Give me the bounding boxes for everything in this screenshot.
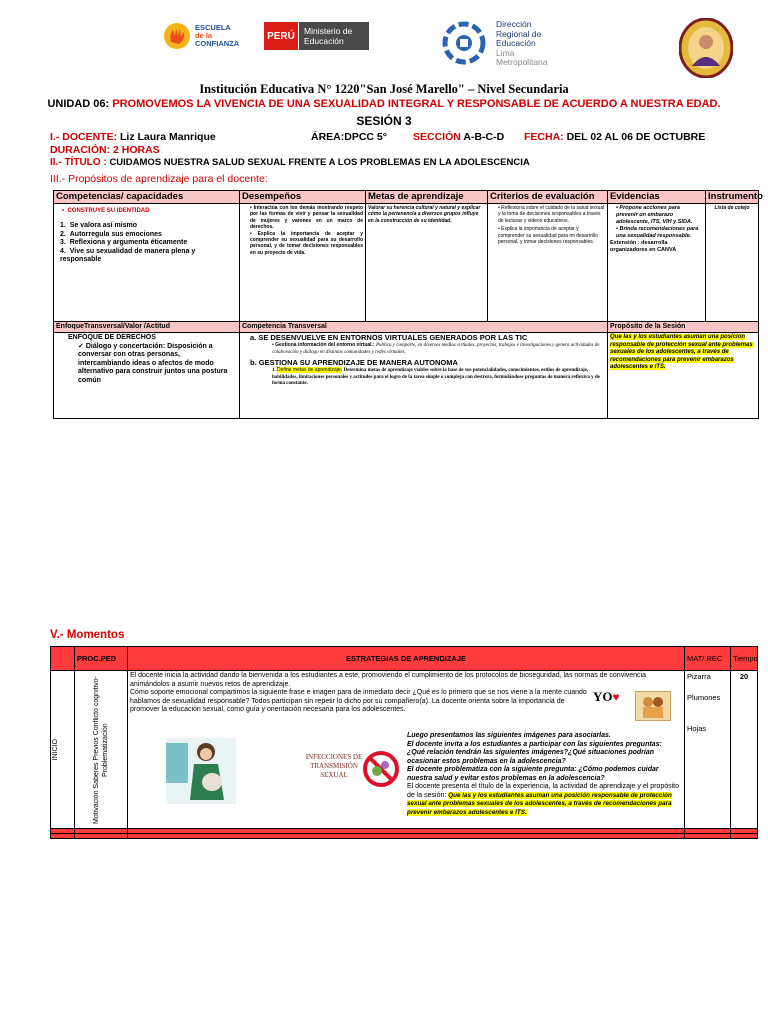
ministerio-label: Ministerio de Educación: [299, 22, 369, 50]
header-competencias: Competencias/ capacidades: [54, 191, 240, 204]
metas-cell: [366, 204, 488, 322]
peru-label: PERÚ: [264, 22, 298, 50]
competencias-cell: [54, 204, 240, 322]
competencia-transversal-cell: [240, 333, 608, 419]
pregnant-teen-illustration-icon: [166, 738, 236, 804]
titulo-value: CUIDAMOS NUESTRA SALUD SEXUAL FRENTE A LOS PROBLEMAS EN LA ADOLESCENCIA: [109, 157, 530, 168]
dre-logo: [438, 20, 568, 68]
criterio-item: • Explica la importancia de aceptar y comprender su sexualidad para mi desarrollo personal, y tomar decisiones responsables.: [498, 226, 599, 246]
enfoque-text: Diálogo y concertación: Disposición a conversar con otras personas, intercambiando ideas o afectos de modo alternativo para construir juntos una postura común: [78, 342, 228, 384]
header-enfoque: EnfoqueTransversal/Valor /Actitud: [54, 322, 240, 333]
criterio-item: • Reflexiona sobre el cuidado de la salud sexual y la toma de decisiones responsables a través de lecturas y videos educativos.: [498, 205, 605, 224]
heart-icon: ♥: [612, 690, 620, 704]
area-label: ÁREA:: [311, 131, 345, 143]
strategy-paragraph-4: El docente invita a los estudiantes a participar con las siguientes preguntas:¿Qué relación tendrán las siguientes imágenes?¿Qué situaciones podrían ocasionar estos problemas en la adolescencia?: [407, 740, 662, 765]
institution-title: Institución Educativa N° 1220"San José Marello" – Nivel Secundaria: [199, 82, 569, 96]
evidencia-item: • Brinda recomendaciones para una sexualidad responsable.: [616, 226, 699, 239]
capacidad-item: [60, 239, 237, 248]
transversal-content-row: [54, 333, 759, 419]
dre-emblem-icon: [438, 20, 490, 66]
desempeno-text: Interactúa con los demás mostrando respeto por las formas de vivir y pensar la sexualidad de mujeres y varones en un marco de derechos.: [250, 205, 363, 231]
desempeno-text: Explica la importancia de aceptar y comprender su sexualidad para su desarrollo personal, y de tomar decisiones responsables en su proyecto de vida.: [250, 230, 364, 256]
docente-label: I.- DOCENTE:: [50, 131, 118, 143]
comp-b-item: [242, 367, 605, 388]
comp-a-text: Publica y comparte, en diversos medios virtuales, proyectos, trabajos e investigaciones y genera actividades de colaboración y diálogo en distintas comunidades y redes virtuales.: [272, 343, 600, 355]
header-metas: Metas de aprendizaje: [366, 191, 488, 204]
proposito-text: Que las y los estudiantes asuman una posición responsable de protección sexual ante problemas sexuales de los adolescentes, a través de recomendaciones para prevenir embarazos adolescentes e ITS.: [610, 334, 753, 370]
strip-cell: [731, 834, 758, 839]
momentos-table: [50, 646, 758, 839]
criterio-text: Reflexiona sobre el cuidado de la salud sexual y la toma de decisiones responsables a través de lecturas y videos educativos.: [498, 205, 605, 224]
header-tiempo: Tiempo: [731, 647, 758, 671]
comp-a-item: • Gestiona información del entorno virtual.: Publica y comparte, en diversos medios virtuales, proyectos, trabajos e investigaciones y genera actividades de colaboración y diálogo en distintas comunidades y redes virtuales.: [272, 342, 600, 355]
ministerio-logo: [264, 22, 369, 50]
momentos-header-row: [51, 647, 758, 671]
transversal-header-row: [54, 322, 759, 333]
capacidad-item: [60, 231, 237, 240]
session-title: SESIÓN 3: [356, 114, 412, 128]
unit-name: PROMOVEMOS LA VIVENCIA DE UNA SEXUALIDAD INTEGRAL Y RESPONSABLE DE ACUERDO A NUESTRA EDAD.: [112, 98, 721, 110]
criterios-cell: [488, 204, 608, 322]
seccion-value: A-B-C-D: [463, 131, 505, 143]
competencia-title-text: CONSTRUYE SU IDENTIDAD: [67, 208, 150, 214]
seal-portrait-icon: [679, 18, 733, 78]
evidencia-text: Brinda recomendaciones para una sexualidad responsable.: [616, 226, 699, 239]
docente-value: Liz Laura Manrique: [120, 131, 216, 143]
inicio-row: [51, 671, 758, 829]
escuela-line3: CONFIANZA: [195, 39, 240, 48]
yo-image-text: YO: [593, 689, 613, 704]
extension-text: Extensión : desarrolla organizadores en CANVA: [610, 240, 677, 253]
strip-cell: [51, 834, 75, 839]
purposes-content-row: [54, 204, 759, 322]
instrumento-text: Lista de cotejo: [714, 205, 750, 211]
seccion-label: SECCIÓN: [413, 131, 461, 143]
proc-label: Motivación Saberes Previos Conflicto cognitivo-Problematización: [93, 675, 109, 824]
capacidad-text: Se valora así mismo: [69, 222, 138, 230]
evidencias-cell: [608, 204, 706, 322]
header-proc: PROC.PED: [75, 647, 128, 671]
header-competencia-transversal: Competencia Transversal: [240, 322, 608, 333]
escuela-confianza-logo: [163, 22, 260, 50]
strategy-paragraph-2: Cómo soporte emocional compartimos la siguiente frase e imagen para de inmediato decir ¿Qué es lo primero que se nos viene a la mente cuando hablamos de sexualidad responsable? Todos participan sin repetir lo dicho por su compañero(a). La docente orienta sobre la importancia de promover la educación sexual, como guía y orientación necesaria para los adolescentes.: [130, 689, 587, 713]
couple-illustration-icon: [636, 692, 670, 720]
capacidad-text: Autorregula sus emociones: [69, 230, 162, 238]
comp-a-bold: Gestiona información del entorno virtual.:: [275, 342, 375, 348]
docente-line: [50, 131, 216, 143]
strategy-paragraph-5: El docente problematiza con la siguiente pregunta: ¿Cómo podemos cuidar nuestra salud y evitar estos problemas en la adolescencia?: [407, 766, 659, 782]
momentos-strip-row: [51, 834, 758, 839]
strategy-paragraph-6-text: El docente presenta el título de la experiencia, la actividad de aprendizaje y el propósito de la sesión:: [407, 783, 680, 799]
materials-cell: [685, 671, 731, 829]
dre-line1: Dirección: [496, 19, 532, 29]
seccion-line: [413, 131, 504, 143]
strip-cell: [128, 834, 685, 839]
momentos-title: V.- Momentos: [50, 629, 125, 641]
fecha-label: FECHA:: [524, 131, 564, 143]
comp-b-title: b. GESTIONA SU APRENDIZAJE DE MANERA AUTONOMA: [250, 358, 458, 367]
fecha-line: [524, 131, 705, 143]
school-seal-logo: [679, 18, 733, 78]
evidencia-text: Propone acciones para prevenir un embarazo adolescente, ITS, VIH y SIDA.: [616, 205, 693, 225]
material-item: Pizarra: [687, 672, 711, 681]
estrategias-cell: [128, 671, 685, 829]
header-criterios: Criterios de evaluación: [488, 191, 608, 204]
escuela-line2: de la: [195, 31, 213, 40]
metas-text: Valorar su herencia cultural y natural y explicar cómo la pertenencia a diversos grupos influye en la construcción de su identidad.: [368, 205, 481, 224]
desempenos-cell: [240, 204, 366, 322]
evidencia-item: • Propone acciones para prevenir un embarazo adolescente, ITS, VIH y SIDA.: [616, 205, 693, 225]
propositos-heading: III.- Propósitos de aprendizaje para el docente:: [50, 173, 268, 185]
comp-b-highlight: Define metas de aprendizaje: [277, 367, 341, 373]
enfoque-item: ✓ Diálogo y concertación: Disposición a conversar con otras personas, intercambiando ideas o afectos de modo alternativo para construir juntos una postura común: [78, 342, 228, 384]
titulo-label: II.- TÍTULO :: [50, 157, 107, 168]
capacidad-text: Reflexiona y argumenta éticamente: [69, 239, 188, 247]
couple-image: [635, 691, 671, 721]
header-phase: [51, 647, 75, 671]
area-line: [311, 131, 387, 143]
unit-label: UNIDAD 06:: [47, 98, 110, 110]
competencia-title: • CONSTRUYE SU IDENTIDAD: [62, 208, 150, 214]
area-value: DPCC 5°: [344, 131, 387, 143]
criterio-text: Explica la importancia de aceptar y comprender su sexualidad para mi desarrollo personal, y tomar decisiones responsables.: [498, 226, 599, 246]
pregnant-teen-image: [166, 738, 236, 804]
dre-line5: Metropolitana: [496, 57, 548, 67]
capacidad-text: Vive su sexualidad de manera plena y responsable: [60, 247, 196, 264]
hand-icon: [163, 22, 191, 50]
its-image-text: INFECCIONES DE TRANSMISIÓN SEXUAL: [305, 753, 363, 779]
header-estrategias: ESTRATEGIAS DE APRENDIZAJE: [128, 647, 685, 671]
phase-label: INICIO: [52, 738, 59, 761]
material-item: Plumones: [687, 693, 721, 702]
capacidad-num: 3.: [60, 239, 66, 247]
time-cell: 20: [731, 671, 758, 829]
proc-cell: [75, 671, 128, 829]
capacidad-num: 2.: [60, 230, 66, 238]
enfoque-title: ENFOQUE DE DERECHOS: [68, 334, 156, 341]
instrumento-cell: [706, 204, 759, 322]
phase-cell: [51, 671, 75, 829]
capacidad-num: 1.: [60, 222, 66, 230]
enfoque-cell: [54, 333, 240, 419]
comp-a-title: a. SE DESENVUELVE EN ENTORNOS VIRTUALES GENERADOS POR LAS TIC: [250, 333, 528, 342]
duracion-line: DURACIÓN: 2 HORAS: [50, 144, 160, 156]
comp-b-text: : Determina metas de aprendizaje viables sobre la base de sus potencialidades, conocimientos, estilos de aprendizaje, habilidades, limitaciones personales y actitudes para el logro de la tarea simple o compleja con destreza, formulándose preguntas de manera reflexiva y de forma constante.: [272, 368, 600, 386]
titulo-line: [50, 157, 530, 168]
escuela-line1: ESCUELA: [195, 23, 231, 32]
strategy-paragraph-3: Luego presentamos las siguientes imágenes para asociarlas.: [407, 732, 611, 739]
strategy-paragraph-6: [407, 783, 679, 817]
strip-cell: [75, 834, 128, 839]
dre-line4: Lima: [496, 47, 515, 58]
its-image: [303, 735, 401, 801]
header-proposito: Propósito de la Sesión: [608, 322, 759, 333]
header-mat: MAT/ REC: [685, 647, 731, 671]
header-desempenos: Desempeños: [240, 191, 366, 204]
desempeno-item: • Interactúa con los demás mostrando respeto por las formas de vivir y pensar la sexualidad de mujeres y varones en un marco de derechos.: [250, 205, 363, 231]
proposito-cell: [608, 333, 759, 419]
material-item: Hojas: [687, 724, 707, 733]
strategy-paragraph-6-highlight: Que las y los estudiantes asuman una posición responsable de protección sexual ante problemas sexuales de los adolescentes, a través de recomendaciones para prevenir embarazos adolescentes e ITS.: [407, 791, 672, 816]
strategy-paragraph-1: El docente inicia la actividad dando la bienvenida a los estudiantes a este, promoviendo el cumplimiento de los protocolos de bioseguridad, las normas de convivencia animándolos a asumir nuevos retos de aprendizaje.: [130, 672, 646, 688]
header-evidencias: Evidencias: [608, 191, 706, 204]
capacidad-item: [60, 222, 237, 231]
header-instrumento: Instrumento: [706, 191, 759, 204]
comp-b-num: 1.: [272, 368, 276, 373]
yo-image: [593, 689, 629, 715]
unit-title: [0, 98, 768, 110]
fecha-value: DEL 02 AL 06 DE OCTUBRE: [566, 131, 706, 143]
capacidad-item: [60, 248, 237, 265]
purposes-table: [53, 190, 763, 419]
desempeno-item: • Explica la importancia de aceptar y comprender su sexualidad para su desarrollo personal, y de tomar decisiones responsables en su proyecto de vida.: [250, 230, 364, 256]
strip-cell: [685, 834, 731, 839]
dre-line3: Educación: [496, 38, 536, 48]
purposes-header-row: [54, 191, 759, 204]
dre-line2: Regional de: [496, 28, 542, 39]
capacidad-num: 4.: [60, 247, 66, 255]
